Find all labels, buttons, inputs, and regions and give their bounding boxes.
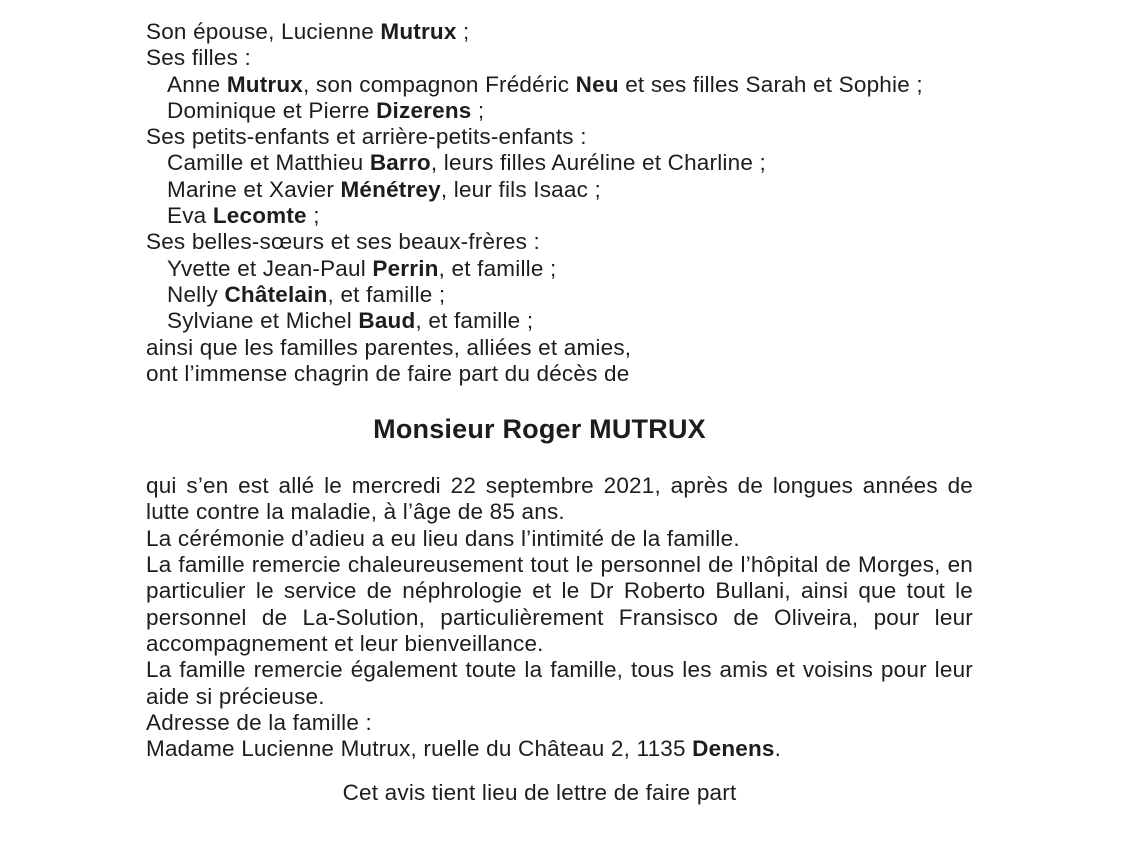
text-segment: , et famille ; xyxy=(327,281,446,307)
body-line xyxy=(146,657,973,683)
text-segment: accompagnement et leur bienveillance. xyxy=(146,630,544,656)
family-line xyxy=(146,335,973,361)
surname-bold: Mutrux xyxy=(226,71,304,97)
text-segment: lutte contre la maladie, à l’âge de 85 ans. xyxy=(146,499,565,525)
text-segment: aide si précieuse. xyxy=(146,683,325,709)
family-line xyxy=(146,229,973,255)
announcement-body-section xyxy=(146,473,973,762)
text-segment: Yvette et Jean-Paul xyxy=(167,255,373,281)
family-line xyxy=(146,150,973,176)
text-segment: ; xyxy=(306,203,320,229)
family-lines-section xyxy=(146,19,973,387)
body-line xyxy=(146,578,973,604)
surname-bold: Denens xyxy=(692,736,775,762)
body-line xyxy=(146,552,973,578)
surname-bold: Ménétrey xyxy=(340,176,441,202)
family-line xyxy=(146,19,973,45)
text-segment: qui s’en est allé le mercredi 22 septembre 2021, après de longues années de xyxy=(146,473,973,499)
family-line xyxy=(146,124,973,150)
text-segment: ; xyxy=(471,97,485,123)
surname-bold: Lecomte xyxy=(212,203,307,229)
text-segment: Sylviane et Michel xyxy=(167,308,359,334)
family-line xyxy=(146,98,973,124)
surname-bold: Mutrux xyxy=(380,19,457,44)
text-segment: Ses petits-enfants et arrière-petits-enfants : xyxy=(146,124,587,150)
surname-bold: Dizerens xyxy=(376,97,472,123)
text-segment: et ses filles Sarah et Sophie ; xyxy=(618,71,923,97)
text-segment: Adresse de la famille : xyxy=(146,709,372,735)
text-segment: Madame Lucienne Mutrux, ruelle du Château 2, 1135 xyxy=(146,736,693,762)
text-segment: Camille et Matthieu xyxy=(167,150,370,176)
body-line xyxy=(146,631,973,657)
surname-bold: Châtelain xyxy=(224,281,328,307)
text-segment: Ses filles : xyxy=(146,45,251,71)
family-line xyxy=(146,308,973,334)
text-segment: ainsi que les familles parentes, alliées et amies, xyxy=(146,334,632,360)
body-line xyxy=(146,473,973,499)
text-segment: La famille remercie chaleureusement tout le personnel de l’hôpital de Morges, en xyxy=(146,552,973,578)
death-notice-document xyxy=(146,19,973,807)
family-line xyxy=(146,256,973,282)
text-segment: Anne xyxy=(167,71,227,97)
body-line xyxy=(146,710,973,736)
body-line xyxy=(146,605,973,631)
family-line xyxy=(146,72,973,98)
text-segment: ; xyxy=(456,19,470,44)
text-segment: Marine et Xavier xyxy=(167,176,341,202)
surname-bold: Baud xyxy=(358,308,416,334)
body-line xyxy=(146,736,973,762)
surname-bold: Neu xyxy=(575,71,619,97)
surname-bold: Barro xyxy=(369,150,431,176)
text-segment: Nelly xyxy=(167,281,225,307)
text-segment: , leurs filles Auréline et Charline ; xyxy=(430,150,766,176)
text-segment: particulier le service de néphrologie et le Dr Roberto Bullani, ainsi que tout le xyxy=(146,578,973,604)
text-segment: , et famille ; xyxy=(438,255,557,281)
text-segment: . xyxy=(774,736,782,762)
footer-note: Cet avis tient lieu de lettre de faire part xyxy=(342,780,737,806)
text-segment: La famille remercie également toute la famille, tous les amis et voisins pour leur xyxy=(146,657,973,683)
text-segment: , leur fils Isaac ; xyxy=(440,176,601,202)
text-segment: Dominique et Pierre xyxy=(167,97,377,123)
family-line xyxy=(146,203,973,229)
surname-bold: Perrin xyxy=(372,255,439,281)
text-segment: Ses belles-sœurs et ses beaux-frères : xyxy=(146,229,540,255)
family-line xyxy=(146,45,973,71)
family-line xyxy=(146,282,973,308)
family-line xyxy=(146,361,973,387)
text-segment: La cérémonie d’adieu a eu lieu dans l’intimité de la famille. xyxy=(146,525,740,551)
text-segment: ont l’immense chagrin de faire part du décès de xyxy=(146,360,630,386)
body-line xyxy=(146,526,973,552)
text-segment: personnel de La-Solution, particulièrement Fransisco de Oliveira, pour leur xyxy=(146,604,973,630)
text-segment: , son compagnon Frédéric xyxy=(303,71,576,97)
body-line xyxy=(146,499,973,525)
text-segment: Eva xyxy=(167,203,213,229)
text-segment: Son épouse, Lucienne xyxy=(146,19,381,44)
body-line xyxy=(146,684,973,710)
deceased-name-title: Monsieur Roger MUTRUX xyxy=(373,414,706,445)
family-line xyxy=(146,177,973,203)
text-segment: , et famille ; xyxy=(415,308,534,334)
